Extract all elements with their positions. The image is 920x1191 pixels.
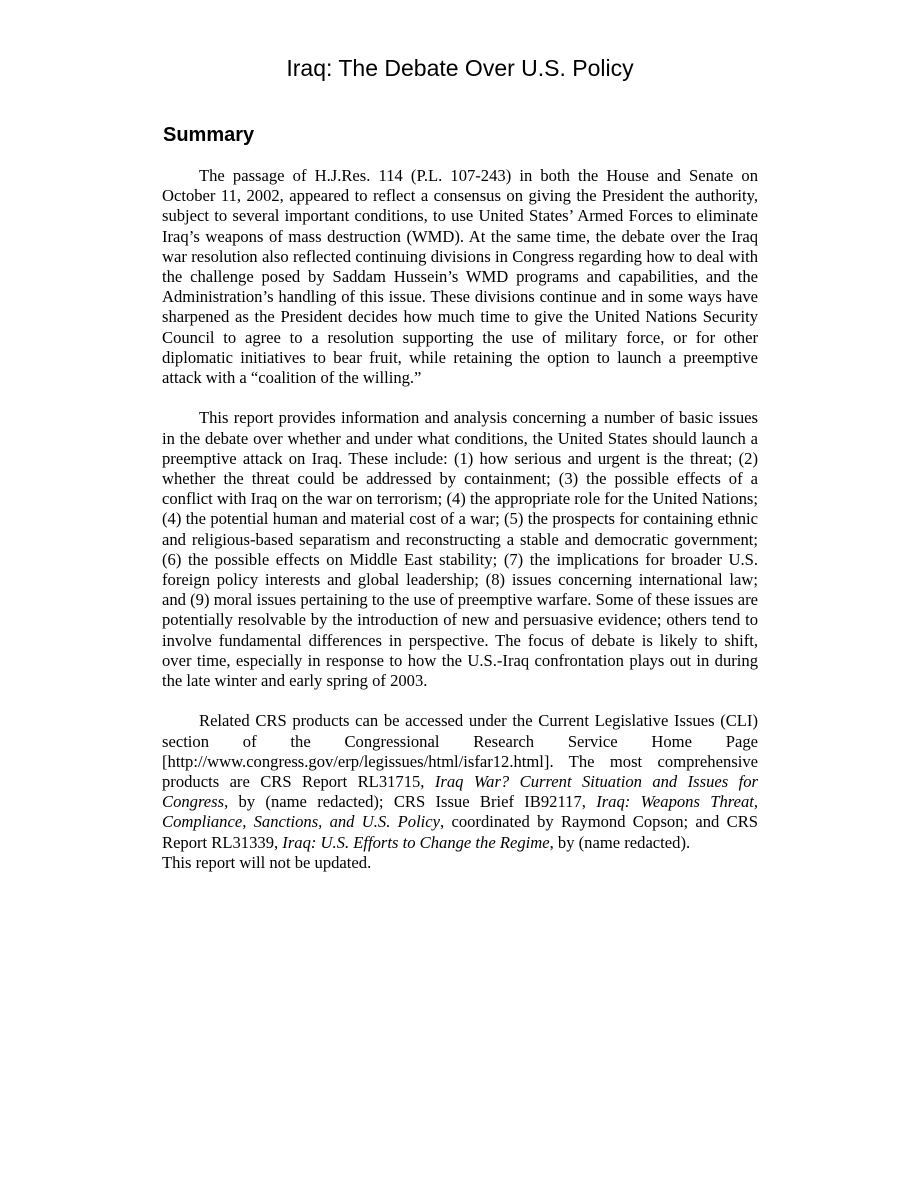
paragraph-3-text-2: , by (name redacted); CRS Issue Brief IB92117, [224, 792, 597, 812]
section-heading-summary: Summary [163, 124, 255, 146]
summary-paragraph-1: The passage of H.J.Res. 114 (P.L. 107-243) in both the House and Senate on October 11, 2002, appeared to reflect a consensus on giving the President the authority, subject to several important conditions, to use United States’ Armed Forces to eliminate Iraq’s weapons of mass destruction (WMD). At the same time, the debate over the Iraq war resolution also reflected continuing divisions in Congress regarding how to deal with the challenge posed by Saddam Hussein’s WMD programs and capabilities, and the Administration’s handling of this issue. These divisions continue and in some ways have sharpened as the President decides how much time to give the United Nations Security Council to agree to a resolution supporting the use of military force, or for other diplomatic initiatives to bear fruit, while retaining the option to launch a preemptive attack with a “coalition of the willing.” [162, 166, 758, 388]
paragraph-3-text-4: , by (name redacted). [549, 832, 691, 852]
summary-paragraph-3 [162, 711, 758, 852]
closing-line: This report will not be updated. [162, 852, 372, 872]
summary-body [162, 166, 758, 873]
report-title-change-regime: Iraq: U.S. Efforts to Change the Regime [282, 832, 550, 852]
page-title: Iraq: The Debate Over U.S. Policy [286, 55, 634, 81]
paragraph-3-text-1: Related CRS products can be accessed under the Current Legislative Issues (CLI) section of the Congressional Research Service Home Page [http://www.congress.gov/erp/legissues/html/isfar12.html]. The most comprehensive products are CRS Report RL31715, [162, 711, 758, 792]
report-title-iraq-war: Iraq War? Current Situation and Issues for Congress [162, 772, 758, 812]
summary-paragraph-2: This report provides information and analysis concerning a number of basic issues in the debate over whether and under what conditions, the United States should launch a preemptive attack on Iraq. These include: (1) how serious and urgent is the threat; (2) whether the threat could be addressed by containment; (3) the possible effects of a conflict with Iraq on the war on terrorism; (4) the appropriate role for the United Nations; (4) the potential human and material cost of a war; (5) the prospects for containing ethnic and religious-based separatism and reconstructing a stable and democratic government; (6) the possible effects on Middle East stability; (7) the implications for broader U.S. foreign policy interests and global leadership; (8) issues concerning international law; and (9) moral issues pertaining to the use of preemptive warfare. Some of these issues are potentially resolvable by the introduction of new and persuasive evidence; others tend to involve fundamental differences in perspective. The focus of debate is likely to shift, over time, especially in response to how the U.S.-Iraq confrontation plays out in during the late winter and early spring of 2003. [162, 408, 758, 691]
paragraph-3-text-3: , coordinated by Raymond Copson; and CRS Report RL31339, [162, 812, 758, 852]
report-title-weapons-threat: Iraq: Weapons Threat, Compliance, Sanctions, and U.S. Policy [162, 792, 759, 832]
